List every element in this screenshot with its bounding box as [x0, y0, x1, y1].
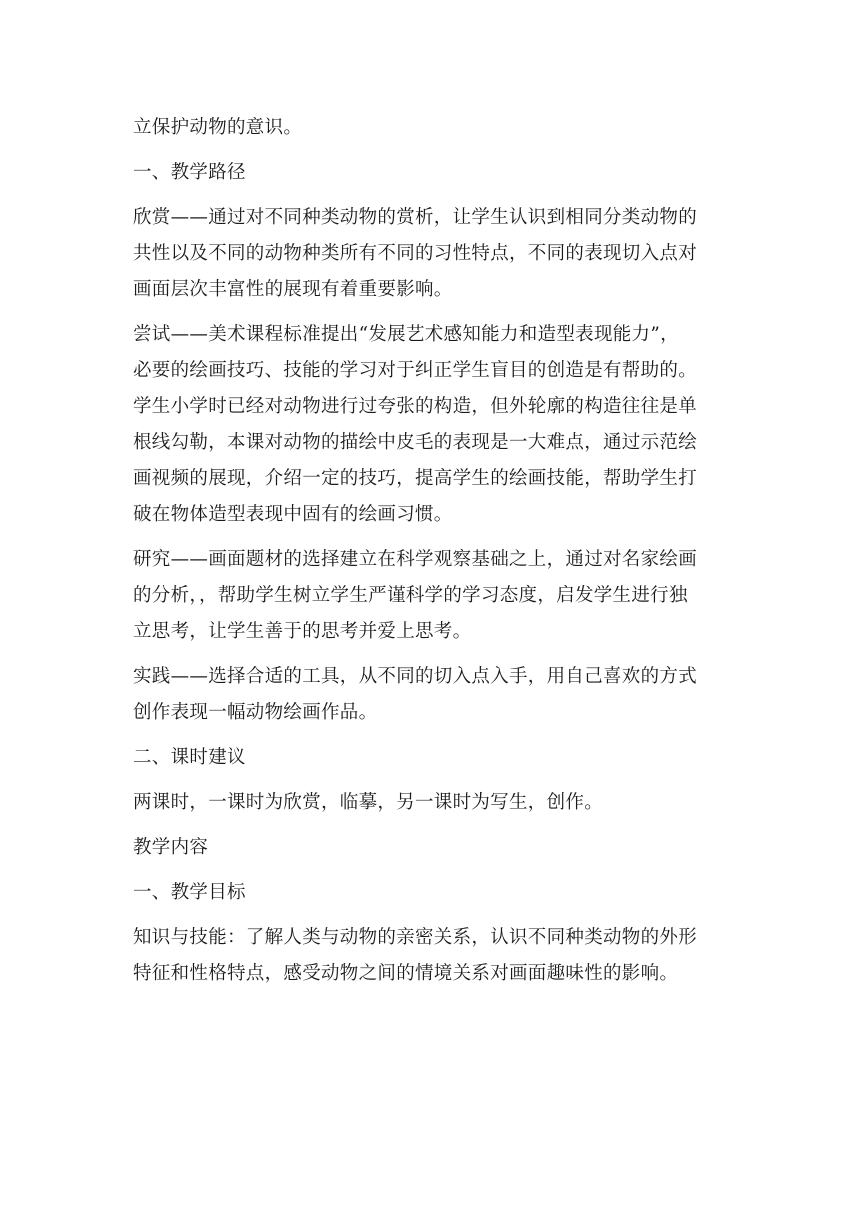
paragraph — [133, 542, 733, 650]
paragraph — [133, 830, 733, 866]
text-line: 欣赏——通过对不同种类动物的赏析，让学生认识到相同分类动物的 — [133, 207, 698, 228]
paragraph — [133, 875, 733, 911]
text-line: 创作表现一幅动物绘画作品。 — [133, 702, 378, 723]
text-line: 破在物体造型表现中固有的绘画习惯。 — [133, 504, 453, 525]
text-line: 立保护动物的意识。 — [133, 117, 303, 138]
text-line: 一、教学路径 — [133, 162, 246, 183]
paragraph — [133, 110, 733, 146]
text-line: 两课时，一课时为欣赏，临摹，另一课时为写生，创作。 — [133, 792, 604, 813]
paragraph — [133, 785, 733, 821]
paragraph — [133, 155, 733, 191]
paragraph — [133, 920, 733, 992]
text-line: 一、教学目标 — [133, 882, 246, 903]
text-line: 画视频的展现，介绍一定的技巧，提高学生的绘画技能，帮助学生打 — [133, 468, 698, 489]
text-line: 画面层次丰富性的展现有着重要影响。 — [133, 279, 453, 300]
paragraph — [133, 200, 733, 308]
text-line: 根线勾勒，本课对动物的描绘中皮毛的表现是一大难点，通过示范绘 — [133, 432, 698, 453]
text-line: 必要的绘画技巧、技能的学习对于纠正学生盲目的创造是有帮助的。 — [133, 360, 698, 381]
text-line: 立思考，让学生善于的思考并爱上思考。 — [133, 621, 472, 642]
text-line: 研究——画面题材的选择建立在科学观察基础之上，通过对名家绘画 — [133, 549, 698, 570]
text-line: 尝试——美术课程标准提出“发展艺术感知能力和造型表现能力”， — [133, 324, 679, 345]
text-line: 特征和性格特点，感受动物之间的情境关系对画面趣味性的影响。 — [133, 963, 679, 984]
text-line: 二、课时建议 — [133, 747, 246, 768]
paragraph — [133, 740, 733, 776]
paragraph — [133, 659, 733, 731]
paragraph — [133, 317, 733, 533]
text-line: 实践——选择合适的工具，从不同的切入点入手，用自己喜欢的方式 — [133, 666, 698, 687]
text-line: 的分析，，帮助学生树立学生严谨科学的学习态度，启发学生进行独 — [133, 585, 688, 606]
text-line: 共性以及不同的动物种类所有不同的习性特点，不同的表现切入点对 — [133, 243, 698, 264]
text-line: 教学内容 — [133, 837, 209, 858]
text-line: 学生小学时已经对动物进行过夸张的构造，但外轮廓的构造往往是单 — [133, 396, 698, 417]
text-line: 知识与技能：了解人类与动物的亲密关系，认识不同种类动物的外形 — [133, 927, 698, 948]
document-body — [133, 110, 733, 1001]
